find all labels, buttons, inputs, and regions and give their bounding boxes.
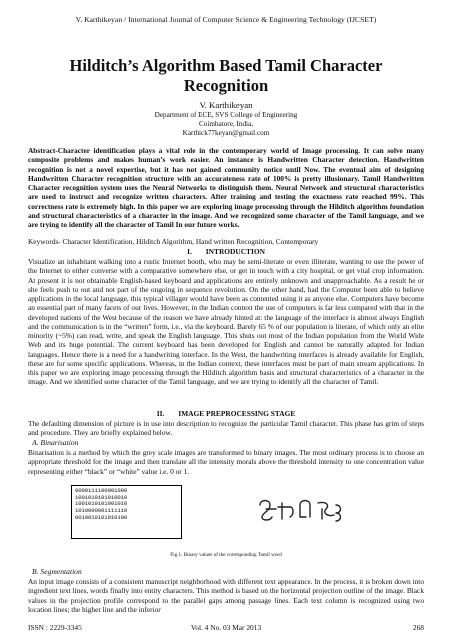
section-heading-introduction <box>0 247 452 256</box>
binary-row: 0010010101010100 <box>75 513 128 521</box>
binary-row: 1010000001111110 <box>75 507 128 515</box>
footer-issn: ISSN : 2229-3345 <box>28 623 82 632</box>
section-heading-preprocessing <box>0 409 452 418</box>
author-name: V. Karthikeyan <box>199 100 253 110</box>
section-number: II. <box>156 409 165 418</box>
tamil-glyph <box>318 502 334 519</box>
tamil-glyph <box>300 501 310 518</box>
affiliation-city: Coimbatore, India, <box>198 120 254 129</box>
figure-caption: Fig.1. Binary values of the corresponding Tamil word <box>170 552 282 558</box>
binary-row: 1001010101001010 <box>75 500 128 508</box>
binary-row: 1001010101010010 <box>75 493 128 501</box>
section-number: I. <box>187 247 192 256</box>
tamil-glyph <box>336 505 341 521</box>
tamil-word-image <box>256 495 346 525</box>
tamil-glyph <box>278 503 293 519</box>
binary-row: 0000111100001000 <box>75 487 128 494</box>
affiliation-email: Karthick77keyan@gmail.com <box>182 129 270 138</box>
preprocessing-paragraph: The defaulting dimension of picture is in use into description to recognize the particular Tamil character. This phase has grim of steps and procedure. They are briefly explained below. <box>28 419 424 438</box>
segmentation-paragraph: An input image consists of a consistent manuscript neighborhood with different text appearance. In the process, it is broken down into ingredient text lines, words finally into entity characters. This method is based on the horizontal projection outline of the image. Black values in the projection profile correspond to the parallel gaps among passage lines. Each text column is recognized using two location lines; the higher line and the inferior <box>28 577 424 614</box>
affiliation-department: Department of ECE, SVS College of Engineering <box>154 111 298 119</box>
footer-volume: Vol. 4 No. 03 Mar 2013 <box>190 623 262 632</box>
tamil-glyph <box>260 501 272 521</box>
section-title: IMAGE PREPROCESSING STAGE <box>178 409 296 418</box>
author-affiliation <box>0 111 452 139</box>
introduction-paragraph: Visualize an inhabitant walking into a rustic Internet booth, who may be semi-literate or even illiterate, wanting to use the power of the Internet to either converse with a comparative somewhere else, or get in touch with a city hospital, or get vital crop information. At present it is not obtainable English-based keyboard and applications are entirely unknown and unapproachable. As a result he or she feels push to out and not part of the ongoing in sequence revolution. On the other hand, had the Computer been able to believe applications in the local language, this typical villager would have been as contented using it as anyone else. Computers have become an essential part of many facets of our lives. However, in the Indian context the use of computers is far less compared with that in the developed nations of the West because of the reason we have already hinted at: the language of the interface is almost always English and the communication is in the “written” form, i.e., via the keyboard. Barely 65 % of our population is literate, of which only an elite minority (~5%) can read, write, and speak the English language. This shuts out most of the Indian population from the World Wide Web and its huge potential. The current keyboard has been developed for English and cannot be naturally adapted for Indian languages. Hence there is a need for a handwriting interface. In the West, the handwriting interfaces is already available for English, these are for some specific applications. Whereas, in the Indian context, these interfaces must be part of main stream applications. In this paper we are exploring image processing through the Hilditch algorithm basis and structural characteristics of a character in the image. And we identified some character of the Tamil language, and we are trying to identify all the character of Tamil. <box>28 257 424 387</box>
journal-header: V. Karthikeyan / International Journal of Computer Science & Engineering Technology (IJCSET) <box>75 15 377 24</box>
footer-page-number: 268 <box>412 623 424 632</box>
subsection-heading-segmentation: B. Segmentation <box>32 567 82 576</box>
keywords: Keywords- Character Identification, Hilditch Algorithm, Hand written Recognition, Contemporary <box>28 237 319 246</box>
section-title: INTRODUCTION <box>205 247 265 256</box>
abstract: Abstract-Character identification plays a vital role in the contemporary world of Image processing. It can solve many composite problems and makes human’s work easier. An instance is Handwritten Character detection. Handwritten recognition is not a novel expertise, but it has not gained community notice until Now. The eventual aim of designing Handwritten Character recognition structure with an accurateness rate of 100% is pretty illusionary. Tamil Handwritten Character recognition system uses the Neural Networks to distinguish them. Neural Network and structural characteristics are used to instruct and recognize written characters. After training and testing the exactness rate reached 99%. This correctness rate is extremely high. In this paper we are exploring image processing through the Hilditch algorithm foundation and structural characteristics of a character in the image. And we recognized some character of the Tamil language, and we are trying to identify all the character of Tamil In our future works. <box>28 146 424 229</box>
binary-values-figure <box>71 485 182 539</box>
binarisation-paragraph: Binarisation is a method by which the grey scale images are transformed to binary images. The most ordinary process is to choose an appropriate threshold for the image and then translate all the intensity morals above the threshold intensity to one concentration value representing either “black” or “white” value i.e. 0 or 1. <box>28 448 424 476</box>
paper-title: Hilditch’s Algorithm Based Tamil Character Recognition <box>69 56 383 95</box>
subsection-heading-binarisation: A. Binarisation <box>32 438 79 447</box>
